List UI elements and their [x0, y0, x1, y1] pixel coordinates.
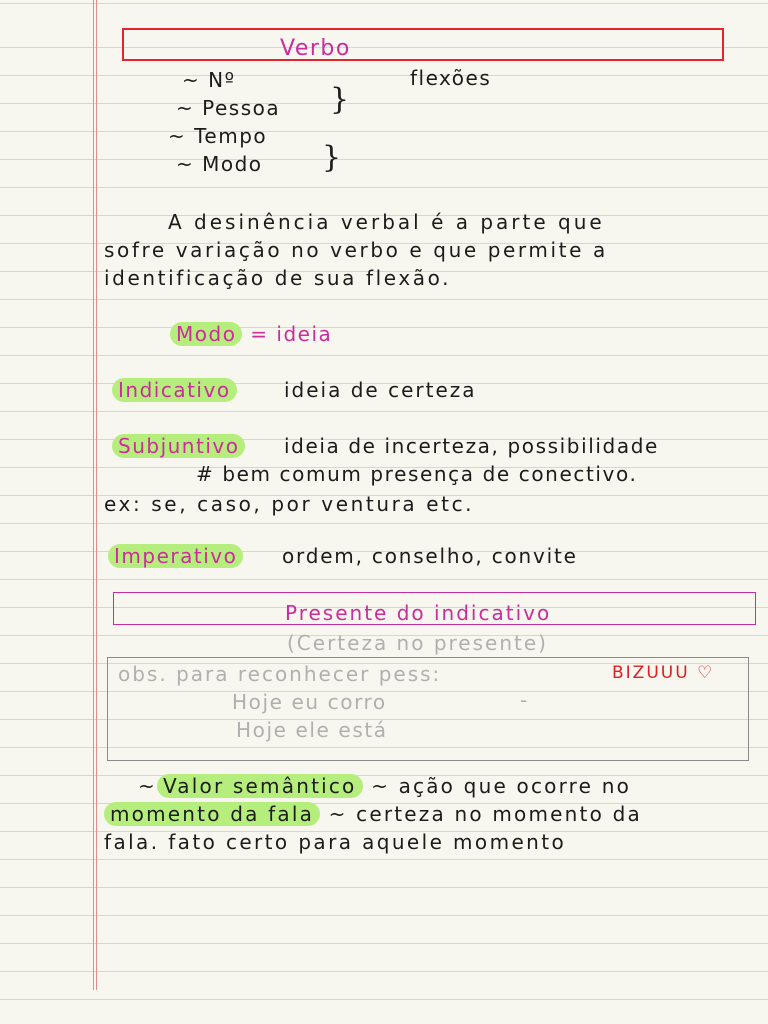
paragraph-line-1: A desinência verbal é a parte que: [168, 210, 605, 234]
flexao-item-modo: ~ Modo: [176, 152, 263, 176]
obs-line-1: obs. para reconhecer pess:: [118, 662, 442, 686]
brace-top: }: [330, 82, 350, 117]
flexao-item-numero: ~ Nº: [182, 68, 236, 92]
modo-def: = ideia: [250, 322, 333, 346]
bizu-label: [612, 663, 714, 683]
modo-label: Modo: [170, 322, 242, 346]
momento-label: momento da fala: [104, 802, 320, 826]
page-title: Verbo: [280, 36, 351, 61]
margin-line: [93, 0, 94, 990]
imperativo-label: Imperativo: [108, 544, 243, 568]
heart-icon: ♡: [697, 663, 715, 683]
title-box: [122, 28, 724, 61]
valor-prefix: ~: [138, 774, 157, 798]
flexoes-label: flexões: [410, 66, 492, 90]
subjuntivo-note: # bem comum presença de conectivo.: [196, 462, 638, 486]
brace-bottom: }: [322, 140, 342, 175]
subjuntivo-label: Subjuntivo: [112, 434, 245, 458]
section-subtitle: (Certeza no presente): [287, 631, 548, 655]
paragraph-line-2: sofre variação no verbo e que permite a: [104, 238, 608, 262]
valor-mid-1: ~ ação que ocorre no: [371, 774, 632, 798]
obs-line-2: Hoje eu corro: [232, 690, 387, 714]
valor-mid-2: ~ certeza no momento da: [328, 802, 642, 826]
valor-line-1: [138, 774, 631, 798]
margin-line-2: [96, 0, 97, 990]
obs-line-3: Hoje ele está: [236, 718, 388, 742]
subjuntivo-example: ex: se, caso, por ventura etc.: [104, 492, 475, 516]
imperativo-def: ordem, conselho, convite: [282, 544, 578, 568]
valor-line-3: fala. fato certo para aquele momento: [104, 830, 567, 854]
flexao-item-tempo: ~ Tempo: [168, 124, 268, 148]
subjuntivo-def: ideia de incerteza, possibilidade: [284, 434, 659, 458]
obs-dash: -: [520, 688, 529, 712]
valor-label: Valor semântico: [157, 774, 363, 798]
section-title: Presente do indicativo: [285, 601, 552, 625]
modo-line: [176, 322, 332, 346]
bizu-text: BIZUUU: [612, 663, 690, 683]
valor-line-2: [104, 802, 642, 826]
paragraph-line-3: identificação de sua flexão.: [104, 266, 452, 290]
indicativo-def: ideia de certeza: [284, 378, 477, 402]
flexao-item-pessoa: ~ Pessoa: [176, 96, 281, 120]
indicativo-label: Indicativo: [112, 378, 237, 402]
